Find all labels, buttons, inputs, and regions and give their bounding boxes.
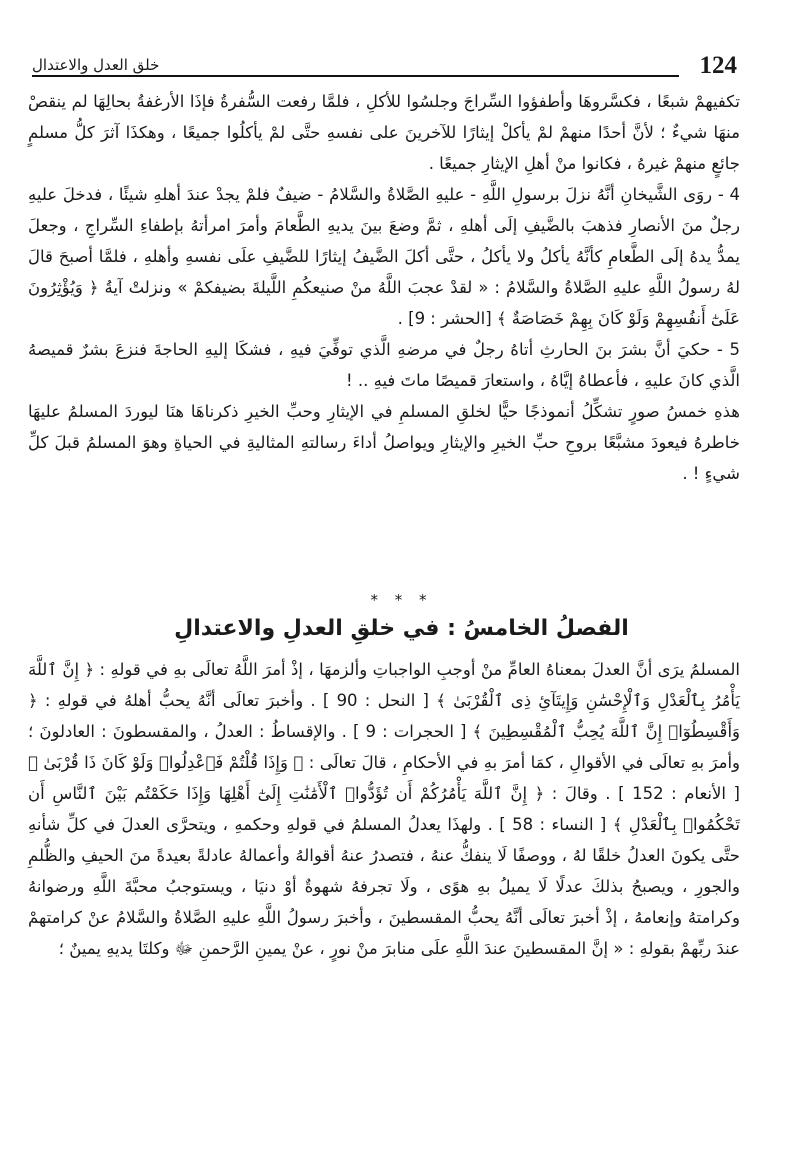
page-header bbox=[32, 50, 737, 80]
paragraph: 4 - روَى الشَّيخانِ أنَّهُ نزلَ برسولِ اللَّهِ - عليهِ الصَّلاةُ والسَّلامُ - ضيفٌ فلمْ يجدْ عندَ أهلهِ شيئًا ، فدخلَ عليهِ رجلٌ منَ الأنصارِ فذهبَ بالضَّيفِ إلَى أهلهِ ، ثمَّ وضعَ بينَ يديهِ الطَّعامَ وأمرَ امرأتهُ بإطفاءِ السِّراجِ ، وجعلَ يمدُّ يدهُ إلَى الطَّعامِ كأنَّهُ يأكلُ ولا يأكلُ ، حتَّى أكلَ الضَّيفُ إيثارًا للضَّيفِ علَى نفسهِ وأهلهِ ، فلمَّا أصبحَ قالَ لهُ رسولُ اللَّهِ عليهِ الصَّلاةُ والسَّلامُ : « لقدْ عجبَ اللَّهُ منْ صنيعكُمِ اللَّيلةَ بضيفكمْ » ونزلتْ آيةُ ﴿ وَيُؤْثِرُونَ عَلَىٰٓ أَنفُسِهِمْ وَلَوْ كَانَ بِهِمْ خَصَاصَةٌ ﴾ [الحشر : 9] . bbox=[28, 185, 740, 328]
chapter-title: الفصلُ الخامسُ : في خلقِ العدلِ والاعتدالِ bbox=[174, 616, 629, 641]
paragraph: هذهِ خمسُ صورٍ تشكِّلُ أنموذجًا حيًّا لخلقِ المسلمِ في الإيثارِ وحبِّ الخيرِ ذكرناهَا هنَا ليوردَ المسلمُ عليهَا خاطرهُ فيعودَ مشبَّعًا بروحِ حبِّ الخيرِ والإيثارِ ويواصلُ أداءَ رسالتهِ المثاليةِ في الحياةِ وهوَ المسلمُ قبلَ كلِّ شيءٍ ! . bbox=[28, 402, 740, 483]
page-number: 124 bbox=[699, 52, 737, 79]
body-text-top bbox=[28, 86, 740, 489]
paragraph: 5 - حكيَ أنَّ بشرَ بنَ الحارثِ أتاهُ رجلٌ في مرضهِ الَّذي توفِّيَ فيهِ ، فشكَا إليهِ الحاجةَ فنزعَ بشرٌ قميصهُ الَّذي كانَ عليهِ ، فأعطاهُ إيَّاهُ ، واستعارَ قميصًا ماتَ فيهِ .. ! bbox=[28, 340, 740, 390]
paragraph: تكفيهمْ شبعًا ، فكسَّروهَا وأطفؤوا السِّراجَ وجلسُوا للأكلِ ، فلمَّا رفعت السُّفرةُ فإذَا الأرغفةُ بحالِهَا لم ينقصْ منهَا شيءٌ ؛ لأنَّ أحدًا منهمْ لمْ يأكلْ إيثارًا للآخرينَ على نفسهِ حتَّى لمْ يأكلُوا جميعًا ، وهكذَا آثرَ كلُّ مسلمٍ جائعٍ منهمْ غيرهُ ، فكانوا منْ أهلِ الإيثارِ جميعًا . bbox=[28, 92, 740, 173]
header-rule bbox=[32, 75, 679, 77]
section-separator: * * * bbox=[370, 591, 433, 609]
body-text-bottom bbox=[28, 654, 740, 964]
paragraph: المسلمُ يرَى أنَّ العدلَ بمعناهُ العامِّ منْ أوجبِ الواجباتِ وألزمهَا ، إذْ أمرَ اللَّهُ تعالَى بهِ في قولهِ : ﴿ إِنَّ ٱللَّهَ يَأْمُرُ بِٱلْعَدْلِ وَٱلْإِحْسَٰنِ وَإِيتَآئِ ذِى ٱلْقُرْبَىٰ ﴾ [ النحل : 90 ] . وأخبرَ تعالَى أنَّهُ يحبُّ أهلهُ في قولهِ : ﴿ وَأَقْسِطُوٓا۟ إِنَّ ٱللَّهَ يُحِبُّ ٱلْمُقْسِطِينَ ﴾ [ الحجرات : 9 ] . والإقساطُ : العدلُ ، والمقسطونَ : العادلونَ ؛ وأمرَ بهِ تعالَى في الأقوالِ ، كمَا أمرَ بهِ في الأحكامِ ، قالَ تعالَى : ﴿ وَإِذَا قُلْتُمْ فَٱعْدِلُوا۟ وَلَوْ كَانَ ذَا قُرْبَىٰ ﴾ [ الأنعام : 152 ] . وقالَ : ﴿ إِنَّ ٱللَّهَ يَأْمُرُكُمْ أَن تُؤَدُّوا۟ ٱلْأَمَٰنَٰتِ إِلَىٰٓ أَهْلِهَا وَإِذَا حَكَمْتُم بَيْنَ ٱلنَّاسِ أَن تَحْكُمُوا۟ بِٱلْعَدْلِ ﴾ [ النساء : 58 ] . ولهذَا يعدلُ المسلمُ في قولهِ وحكمهِ ، ويتحرَّى العدلَ في كلِّ شأنهِ حتَّى يكونَ العدلُ خلقًا لهُ ، ووصفًا لَا ينفكُّ عنهُ ، فتصدرُ عنهُ أقوالهُ وأعمالهُ عادلةً بعيدةً منَ الحيفِ والظُّلمِ والجورِ ، ويصبحُ بذلكَ عدلًا لَا يميلُ بهِ هوًى ، ولَا تجرفهُ شهوةٌ أوْ دنيَا ، ويستوجبُ محبَّةَ اللَّهِ ورضوانهُ وكرامتهُ وإنعامهُ ، إذْ أخبرَ تعالَى أنَّهُ يحبُّ المقسطينَ ، وأخبرَ رسولُ اللَّهِ عليهِ الصَّلاةُ والسَّلامُ عنْ كرامتهمْ عندَ ربِّهمْ بقولهِ : « إنَّ المقسطينَ عندَ اللَّهِ علَى منابرَ منْ نورٍ ، عنْ يمينِ الرَّحمنِ ﷻ وكلتَا يديهِ يمينٌ ؛ bbox=[28, 660, 741, 958]
running-title: خلق العدل والاعتدال bbox=[32, 56, 160, 74]
